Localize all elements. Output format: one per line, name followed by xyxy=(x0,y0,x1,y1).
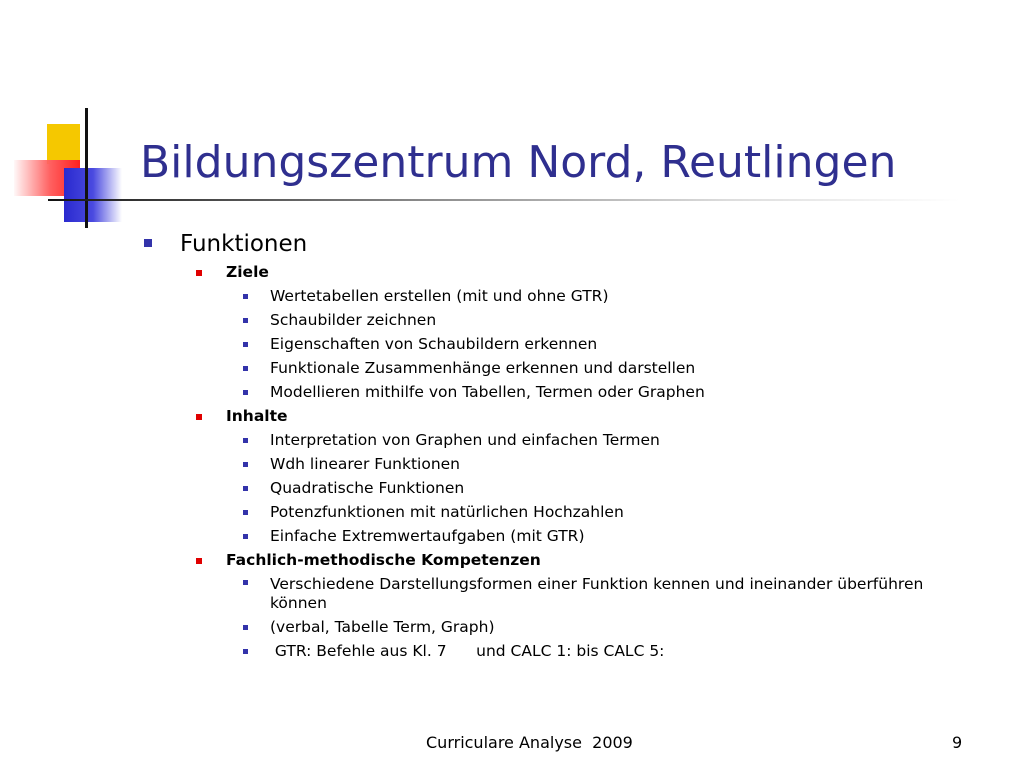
list-item-text: Eigenschaften von Schaubildern erkennen xyxy=(270,335,598,353)
list-item xyxy=(140,524,940,548)
list-item xyxy=(140,308,940,332)
slide-body xyxy=(140,228,940,663)
square-bullet-icon xyxy=(243,580,248,585)
list-item-text: Wertetabellen erstellen (mit und ohne GTR) xyxy=(270,287,609,305)
list-item xyxy=(140,500,940,524)
list-item xyxy=(140,639,940,663)
page-number: 9 xyxy=(952,733,963,752)
list-item xyxy=(140,572,940,615)
section-heading-ziele xyxy=(140,260,940,284)
section-heading-kompetenzen xyxy=(140,548,940,572)
footer-text: Curriculare Analyse 2009 xyxy=(426,733,633,752)
logo-blue-block xyxy=(64,168,122,222)
bullet-text: Funktionen xyxy=(180,231,308,257)
list-item xyxy=(140,356,940,380)
square-bullet-icon xyxy=(243,390,248,395)
list-item xyxy=(140,284,940,308)
section-heading-text: Fachlich-methodische Kompetenzen xyxy=(226,551,541,569)
square-bullet-icon xyxy=(243,342,248,347)
square-bullet-icon xyxy=(243,366,248,371)
list-item-text: Wdh linearer Funktionen xyxy=(270,455,460,473)
list-item-text: Verschiedene Darstellungsformen einer Funktion kennen und ineinander überführen können xyxy=(270,575,924,612)
square-bullet-icon xyxy=(243,649,248,654)
list-item-text: Interpretation von Graphen und einfachen Termen xyxy=(270,431,660,449)
section-heading-inhalte xyxy=(140,404,940,428)
list-item-text: Modellieren mithilfe von Tabellen, Termen oder Graphen xyxy=(270,383,705,401)
red-square-bullet-icon xyxy=(196,270,202,276)
square-bullet-icon xyxy=(243,462,248,467)
list-item xyxy=(140,332,940,356)
list-item xyxy=(140,428,940,452)
list-item xyxy=(140,452,940,476)
logo-yellow-block xyxy=(47,124,80,164)
list-item-text: Funktionale Zusammenhänge erkennen und darstellen xyxy=(270,359,696,377)
square-bullet-icon xyxy=(243,294,248,299)
list-item-text: GTR: Befehle aus Kl. 7 und CALC 1: bis CALC 5: xyxy=(270,642,665,660)
list-item-text: Schaubilder zeichnen xyxy=(270,311,437,329)
square-bullet-icon xyxy=(243,318,248,323)
section-heading-text: Inhalte xyxy=(226,407,288,425)
list-item-text: Potenzfunktionen mit natürlichen Hochzahlen xyxy=(270,503,624,521)
square-bullet-icon xyxy=(243,534,248,539)
list-item-text: (verbal, Tabelle Term, Graph) xyxy=(270,618,495,636)
list-item xyxy=(140,380,940,404)
list-item xyxy=(140,476,940,500)
square-bullet-icon xyxy=(144,239,152,247)
red-square-bullet-icon xyxy=(196,414,202,420)
square-bullet-icon xyxy=(243,438,248,443)
square-bullet-icon xyxy=(243,486,248,491)
list-item-text: Einfache Extremwertaufgaben (mit GTR) xyxy=(270,527,585,545)
slide-title: Bildungszentrum Nord, Reutlingen xyxy=(140,137,897,188)
list-item-text: Quadratische Funktionen xyxy=(270,479,465,497)
list-item xyxy=(140,615,940,639)
red-square-bullet-icon xyxy=(196,558,202,564)
logo-vertical-line xyxy=(85,108,88,228)
square-bullet-icon xyxy=(243,510,248,515)
section-heading-text: Ziele xyxy=(226,263,269,281)
square-bullet-icon xyxy=(243,625,248,630)
bullet-level1 xyxy=(140,228,940,260)
title-underline xyxy=(48,199,960,201)
